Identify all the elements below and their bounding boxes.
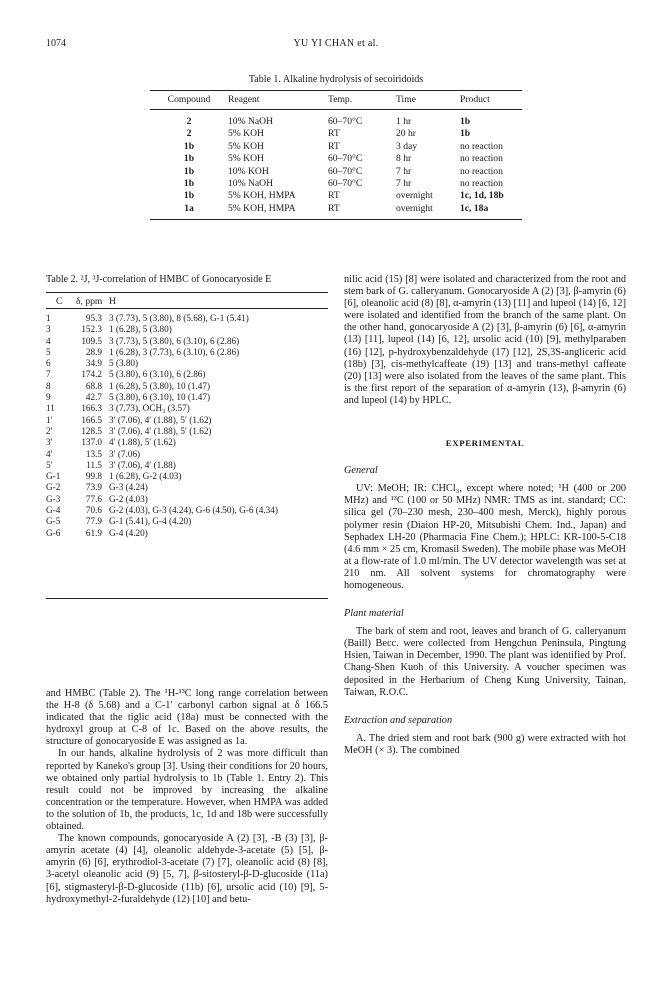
table2-row (46, 415, 328, 426)
subsection-heading-plant-material: Plant material (344, 608, 404, 620)
table2-header-row (46, 292, 328, 309)
table1-cell-compound: 1b (183, 153, 195, 165)
table2-cell-c: 1 (46, 313, 51, 323)
table2-cell-c: G-1 (46, 471, 61, 482)
table2-cell-ppm: 42.7 (85, 392, 102, 403)
left-column-text (46, 688, 328, 906)
table2-cell-h: 3 (7.73), OCH₃ (3.57) (109, 403, 190, 414)
table2-row (46, 403, 328, 414)
table2-row (46, 426, 328, 437)
table1-cell-reagent: 10% NaOH (228, 116, 274, 127)
table2-body (46, 313, 328, 539)
table2-cell-h: G-3 (4.24) (109, 482, 148, 493)
table1-cell-product: no reaction (460, 153, 503, 165)
table2-cell-ppm: 137.0 (81, 437, 102, 448)
table1-cell-compound: 1a (150, 203, 228, 220)
table2-row (46, 494, 328, 505)
subsection-heading-general: General (344, 465, 378, 477)
table2-cell-h: 3′ (7.06), 4′ (1.88), 5′ (1.62) (109, 414, 212, 425)
table1-header-row (150, 91, 522, 110)
table1-cell-compound: 1b (183, 165, 195, 177)
table1-cell-product: 1b (460, 128, 471, 140)
table2-cell-ppm: 28.9 (85, 346, 102, 357)
table2-cell-c: 4 (46, 335, 51, 346)
table1-cell-temp: RT (328, 128, 340, 140)
table2-cell-h: 3′ (7.06) (109, 448, 141, 459)
table2-cell-c: 1′ (46, 414, 53, 425)
running-head: YU YI CHAN et al. (293, 38, 379, 49)
table1-col-header: Time (396, 91, 460, 110)
table2-row (46, 482, 328, 493)
table2-row (46, 324, 328, 335)
table2-cell-ppm: 61.9 (85, 527, 102, 538)
table1 (150, 90, 522, 220)
table2-cell-ppm: 174.2 (81, 369, 102, 380)
paragraph: and HMBC (Table 2). The ¹H-¹³C long range correlation between the H-8 (δ 5.68) and a C-1′ carbonyl carbon signal at δ 166.5 indicated that the tiglic acid (18a) must be connected with the hydroxyl group at C-8 of 1c. Based on the above results, the structure of gonocaryoside E was assigned as 1a. (46, 688, 328, 748)
table1-cell-product: 1b (460, 116, 471, 127)
table2-cell-c: 2′ (46, 425, 53, 436)
table2-cell-c: 5′ (46, 459, 53, 470)
table1-cell-temp: 60–70°C (328, 153, 363, 165)
table1-cell-reagent: 5% KOH (228, 140, 264, 152)
table2-cell-h: 5 (3.80), 6 (3.10), 6 (2.86) (109, 369, 206, 380)
table2-row (46, 369, 328, 380)
table1-cell-time: 7 hr (396, 165, 412, 177)
table1-caption: Table 1. Alkaline hydrolysis of secoiridoids (248, 74, 424, 85)
table2-cell-h: 5 (3.80), 6 (3.10), 10 (1.47) (109, 392, 211, 403)
table1-cell-product: no reaction (460, 140, 503, 152)
table2-row (46, 460, 328, 471)
table1-cell-time: 1 hr (396, 116, 412, 127)
table1-cell-reagent: 5% KOH (228, 153, 264, 165)
table2-cell-h: G-2 (4.03), G-3 (4.24), G-6 (4.50), G-6 (4.34) (109, 505, 278, 516)
table2-row (46, 471, 328, 482)
subsection-heading-extraction: Extraction and separation (344, 714, 453, 726)
table1-cell-product: no reaction (460, 165, 503, 177)
table1-cell-temp: 60–70°C (328, 116, 363, 127)
table2-row (46, 381, 328, 392)
table2-row (46, 437, 328, 448)
table1-cell-time: overnight (396, 190, 433, 202)
table1-cell-temp: 60–70°C (328, 178, 363, 190)
table2-row (46, 449, 328, 460)
table2-cell-h: 1 (6.28), 3 (7.73), 6 (3.10), 6 (2.86) (109, 346, 240, 357)
table2-cell-h: G-4 (4.20) (109, 527, 148, 538)
table1-cell-time: overnight (396, 203, 460, 220)
table1-row (150, 178, 522, 190)
table1-col-header: Product (460, 91, 522, 110)
paragraph: The bark of stem and root, leaves and branch of G. calleryanum (Baill) Becc. were collected from Hengchun Peninsula, Pingtung Hsien, Taiwan in December, 1990. The plant was identified by Prof. Chang-Shen Kuoh of this University. A voucher specimen was deposited in the Herbarium of Cheng Kung University, Tainan, Taiwan, R.O.C. (344, 626, 626, 698)
table2-col-header: C (56, 296, 63, 307)
table1-row (150, 166, 522, 178)
table2-bottom-rule (46, 598, 328, 599)
table2-cell-ppm: 128.5 (81, 425, 102, 436)
table1-cell-time: 3 day (396, 140, 418, 152)
table2-cell-h: 5 (3.80) (109, 358, 139, 369)
table2-row (46, 336, 328, 347)
table2-cell-ppm: 109.5 (81, 335, 102, 346)
table1-row (150, 203, 522, 220)
table1-cell-reagent: 5% KOH, HMPA (228, 190, 296, 202)
table2-cell-ppm: 13.5 (85, 448, 102, 459)
table1-cell-reagent: 10% KOH (228, 165, 269, 177)
table2-cell-h: 3′ (7.06), 4′ (1.88), 5′ (1.62) (109, 425, 212, 436)
table1-cell-reagent: 10% NaOH (228, 178, 274, 190)
table2-cell-h: G-1 (5.41), G-4 (4.20) (109, 516, 192, 527)
table2-cell-c: 9 (46, 392, 51, 403)
paragraph: In our hands, alkaline hydrolysis of 2 was more difficult than reported by Kaneko's group [3]. Using their conditions for 20 hours, we obtained only partial hydrolysis to 1b (Table 1. Entry 2). This result could not be improved by increasing the alkaline concentration or the temperature. However, when HMPA was added to the solution of 1b, the products, 1c, 1d and 18b were successfully obtained. (46, 748, 328, 833)
table1-row (150, 141, 522, 153)
table2-row (46, 505, 328, 516)
table1-cell-product: no reaction (460, 178, 503, 190)
table1-col-header: Compound (150, 91, 228, 110)
table2-cell-c: 3′ (46, 437, 53, 448)
table2-row (46, 392, 328, 403)
table2-cell-ppm: 73.9 (85, 482, 102, 493)
table1-col-header: Reagent (228, 91, 328, 110)
table2-cell-c: 11 (46, 403, 55, 414)
table1-row (150, 153, 522, 165)
running-header (46, 38, 626, 52)
table2-cell-c: G-5 (46, 516, 61, 527)
table1-cell-product: 1c, 1d, 18b (460, 190, 504, 202)
table2-cell-c: 4′ (46, 448, 53, 459)
table2-cell-ppm: 70.6 (85, 505, 102, 516)
table2-cell-h: 1 (6.28), 5 (3.80) (109, 324, 172, 335)
table2-col-header: δ, ppm (76, 296, 103, 307)
table2-cell-ppm: 34.9 (85, 358, 102, 369)
table1-cell-compound: 1b (183, 140, 195, 152)
table1-row (150, 128, 522, 140)
section-heading-experimental: EXPERIMENTAL (445, 438, 525, 449)
table1-cell-time: 8 hr (396, 153, 412, 165)
table2-cell-h: 1 (6.28), G-2 (4.03) (109, 471, 182, 482)
table2-cell-c: 8 (46, 380, 51, 391)
table2-cell-h: 3′ (7.06), 4′ (1.88) (109, 459, 176, 470)
table2-cell-h: G-2 (4.03) (109, 493, 148, 504)
table2-cell-c: 7 (46, 369, 51, 380)
table2-caption: Table 2. ²J, ³J-correlation of HMBC of Gonocaryoside E (46, 274, 272, 285)
page-number: 1074 (46, 38, 66, 49)
paragraph: The known compounds, gonocaryoside A (2) [3], -B (3) [3], β-amyrin acetate (4) [4], oleanolic aldehyde-3-acetate (5) [5], β-amyrin (6) [6], erythrodiol-3-acetate (7) [7], oleanolic acid (8) [8], 3-acetyl oleanolic acid (9) [5, 7], β-sitosteryl-β-D-glucoside (11a) [6], stigmasteryl-β-D-glucoside (11b) [6], ursolic acid (10) [9], 5-hydroxymethyl-2-furaldehyde (12) [10] and betu- (46, 833, 328, 905)
table1-cell-compound: 1b (183, 178, 195, 190)
table2-cell-c: G-4 (46, 505, 61, 516)
table1-cell-temp: RT (328, 203, 396, 220)
table1-cell-compound: 2 (186, 116, 192, 127)
paragraph: nilic acid (15) [8] were isolated and characterized from the root and stem bark of G. calleryanum. Gonocaryoside A (2) [3], β-amyrin (6) [6], oleanolic acid (8) [8], α-amyrin (13) [11] and lupeol (14) [6, 12] were isolated and identified from the branch of the same plant. On the other hand, gonocaryoside A (2) [3], β-amyrin (6) [6], α-amyrin (13) [11], lupeol (14) [6, 12], ursolic acid (10) [9], methylparaben (16) [12], p-hydroxybenzaldehyde (17) [12], 2S,3S-angliceric acid (18b) [3], cis-methylcaffeate (19) [13] and trans-methyl caffeate (20) [13] were also isolated from the leaves of the same plant. This is the first report of the separation of α-amyrin (13), β-amyrin (6) and lupeol (14) by HPLC. (344, 274, 626, 406)
table1-cell-compound: 2 (186, 128, 192, 140)
table1-cell-time: 7 hr (396, 178, 412, 190)
table2-cell-ppm: 166.5 (81, 414, 102, 425)
table2-cell-c: 3 (46, 324, 51, 335)
table2-cell-c: G-3 (46, 493, 61, 504)
paragraph: A. The dried stem and root bark (900 g) were extracted with hot MeOH (× 3). The combined (344, 732, 626, 756)
paragraph: UV: MeOH; IR: CHCl₃, except where noted; ¹H (400 or 200 MHz) and ¹³C (100 or 50 MHz) NMR: TMS as int. standard; CC: silica gel (70–230 mesh, 230–400 mesh, Merck), highly porous polymer resin (Diaion HP-20, Mitsubishi Chem. Ind., Japan) and Sephadex LH-20 (Pharmacia Fine Chem.); HPLC: KR-100-5-C18 (4.6 mm × 25 cm, Kromasil Sweden). The mobile phase was MeOH at a flow-rate of 1.0 ml/min. The UV detector wavelength was set at 210 nm. All solvent systems for chromatography were homogeneous. (344, 483, 626, 591)
table2-cell-c: 5 (46, 346, 51, 357)
table2-row (46, 358, 328, 369)
table2-cell-h: 3 (7.73), 5 (3.80), 8 (5.68), G-1 (5.41) (109, 313, 249, 323)
table1-row (150, 190, 522, 202)
table1-cell-reagent: 5% KOH, HMPA (228, 203, 328, 220)
table2-cell-ppm: 166.3 (81, 403, 102, 414)
table2-row (46, 528, 328, 539)
table1-col-header: Temp. (328, 91, 396, 110)
table2-cell-c: 6 (46, 358, 51, 369)
table1-cell-reagent: 5% KOH (228, 128, 264, 140)
table1-row (150, 110, 522, 129)
table1-cell-temp: 60–70°C (328, 165, 363, 177)
table2-cell-ppm: 152.3 (81, 324, 102, 335)
table2-col-header: H (109, 296, 116, 307)
table1-cell-time: 20 hr (396, 128, 416, 140)
table2-row (46, 516, 328, 527)
table1-cell-product: 1c, 18a (460, 203, 522, 220)
table2-row (46, 347, 328, 358)
table2-cell-ppm: 77.6 (85, 493, 102, 504)
table2-cell-ppm: 77.9 (85, 516, 102, 527)
table1-cell-temp: RT (328, 190, 340, 202)
table1-cell-temp: RT (328, 140, 340, 152)
right-column-text (344, 274, 626, 757)
table2-cell-ppm: 11.5 (86, 459, 102, 470)
table2-cell-h: 4′ (1.88), 5′ (1.62) (109, 437, 176, 448)
table1-cell-compound: 1b (183, 190, 195, 202)
table2-cell-ppm: 68.8 (85, 380, 102, 391)
table2-cell-c: G-6 (46, 527, 61, 538)
table2-cell-c: G-2 (46, 482, 61, 493)
table2-cell-h: 3 (7.73), 5 (3.80), 6 (3.10), 6 (2.86) (109, 335, 240, 346)
table2-cell-ppm: 95.3 (85, 313, 102, 323)
table2-row (46, 313, 328, 324)
table2-cell-ppm: 99.8 (85, 471, 102, 482)
table2-cell-h: 1 (6.28), 5 (3.80), 10 (1.47) (109, 380, 211, 391)
